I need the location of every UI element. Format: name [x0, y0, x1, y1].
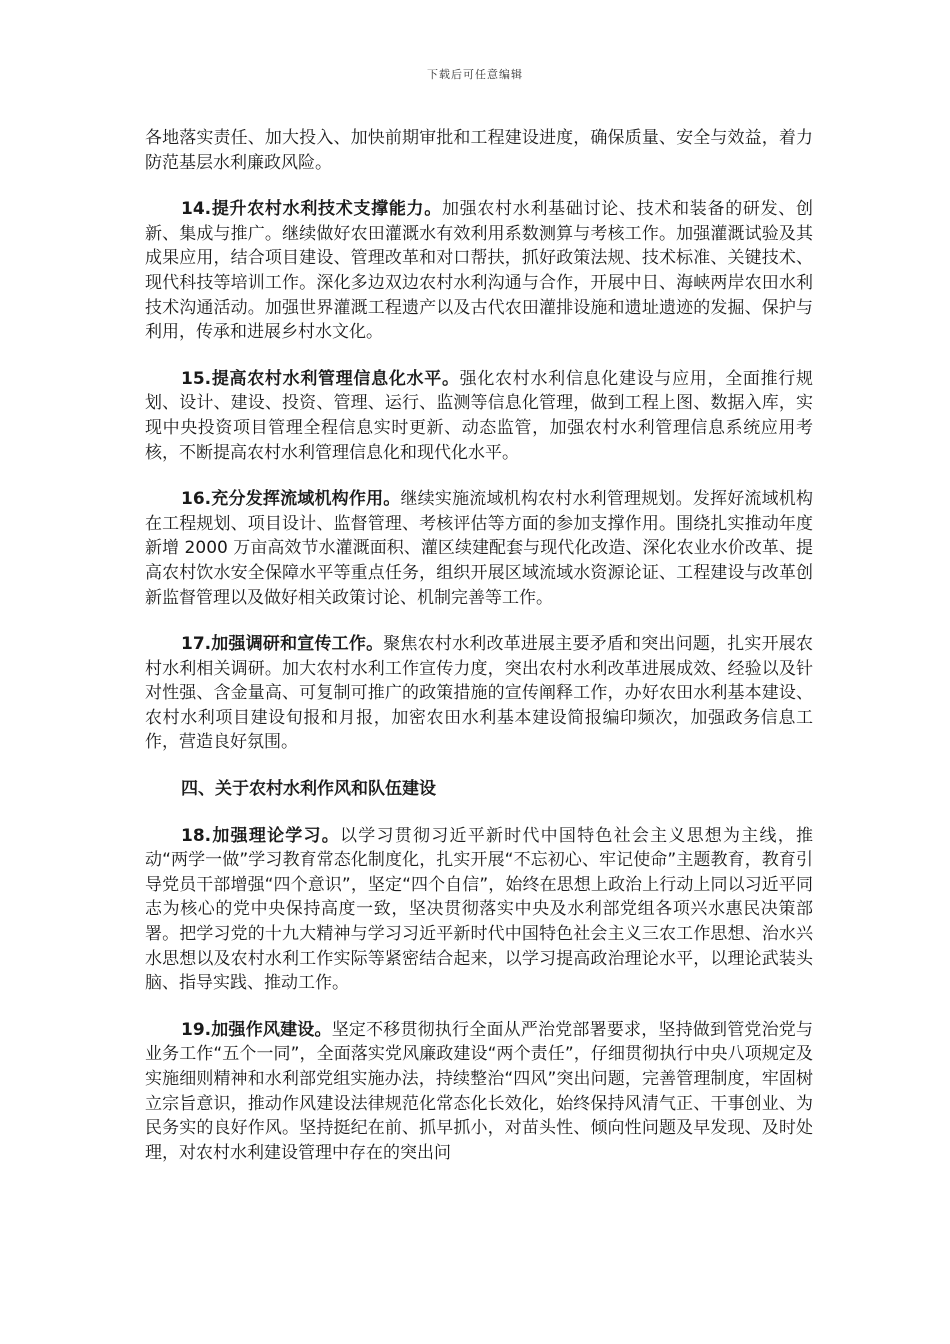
paragraph-text: 聚焦农村水利改革进展主要矛盾和突出问题，扎实开展农村水利相关调研。加大农村水利工作宣传力度，突出农村水利改革进展成效、经验以及针对性强、含金量高、可复制可推广的政策措施的宣传阐释工作，办好农田水利基本建设、农村水利项目建设旬报和月报，加密农田水利基本建设简报编印频次，加强政务信息工作，营造良好氛围。	[145, 634, 813, 753]
paragraph-lead: 14.提升农村水利技术支撑能力。	[181, 199, 442, 220]
paragraph-text: 加强农村水利基础讨论、技术和装备的研发、创新、集成与推广。继续做好农田灌溉水有效利用系数测算与考核工作。加强灌溉试验及其成果应用，结合项目建设、管理改革和对口帮扶，抓好政策法规、技术标准、关键技术、现代科技等培训工作。深化多边双边农村水利沟通与合作，开展中日、海峡两岸农田水利技术沟通活动。加强世界灌溉工程遗产以及古代农田灌排设施和遗址遗迹的发掘、保护与利用，传承和进展乡村水文化。	[145, 199, 813, 343]
paragraph-15	[145, 367, 813, 465]
paragraph-continuation	[145, 126, 813, 175]
paragraph-text: 继续实施流域机构农村水利管理规划。发挥好流域机构在工程规划、项目设计、监督管理、考核评估等方面的参加支撑作用。围绕扎实推动年度新增 2000 万亩高效节水灌溉面积、灌区续建配套与现代化改造、深化农业水价改革、提高农村饮水安全保障水平等重点任务，组织开展区域流域水资源论证、工程建设与改革创新监督管理以及做好相关政策讨论、机制完善等工作。	[145, 489, 814, 608]
paragraph-text: 强化农村水利信息化建设与应用，全面推行规划、设计、建设、投资、管理、运行、监测等信息化管理，做到工程上图、数据入库，实现中央投资项目管理全程信息实时更新、动态监管，加强农村水利管理信息系统应用考核，不断提高农村水利管理信息化和现代化水平。	[145, 368, 813, 463]
paragraph-16	[145, 487, 813, 610]
paragraph-lead: 18.加强理论学习。	[181, 825, 341, 846]
paragraph-14	[145, 197, 813, 345]
paragraph-17	[145, 632, 813, 755]
paragraph-lead: 17.加强调研和宣传工作。	[181, 634, 384, 655]
document-body	[145, 126, 813, 1187]
paragraph-text: 各地落实责任、加大投入、加快前期审批和工程建设进度，确保质量、安全与效益，着力防范基层水利廉政风险。	[145, 128, 813, 173]
paragraph-lead: 19.加强作风建设。	[181, 1019, 332, 1040]
paragraph-text: 坚定不移贯彻执行全面从严治党部署要求，坚持做到管党治党与业务工作“五个一同”，全面落实党风廉政建设“两个责任”，仔细贯彻执行中央八项规定及实施细则精神和水利部党组实施办法，持续整治“四风”突出问题，完善管理制度，牢固树立宗旨意识，推动作风建设法律规范化常态化长效化，始终保持风清气正、干事创业、为民务实的良好作风。坚持挺纪在前、抓早抓小，对苗头性、倾向性问题及早发现、及时处理，对农村水利建设管理中存在的突出问	[145, 1019, 813, 1163]
header-note: 下载后可任意编辑	[427, 68, 523, 81]
paragraph-19	[145, 1018, 813, 1166]
paragraph-18	[145, 824, 813, 996]
paragraph-lead: 15.提高农村水利管理信息化水平。	[181, 368, 460, 389]
section-heading: 四、关于农村水利作风和队伍建设	[181, 779, 436, 800]
paragraph-text: 以学习贯彻习近平新时代中国特色社会主义思想为主线，推动“两学一做”学习教育常态化制度化，扎实开展“不忘初心、牢记使命”主题教育，教育引导党员干部增强“四个意识”，坚定“四个自信”，始终在思想上政治上行动上同以习近平同志为核心的党中央保持高度一致，坚决贯彻落实中央及水利部党组各项兴水惠民决策部署。把学习党的十九大精神与学习习近平新时代中国特色社会主义三农工作思想、治水兴水思想以及农村水利工作实际等紧密结合起来，以学习提高政治理论水平，以理论武装头脑、指导实践、推动工作。	[145, 825, 813, 994]
paragraph-lead: 16.充分发挥流域机构作用。	[181, 489, 401, 510]
